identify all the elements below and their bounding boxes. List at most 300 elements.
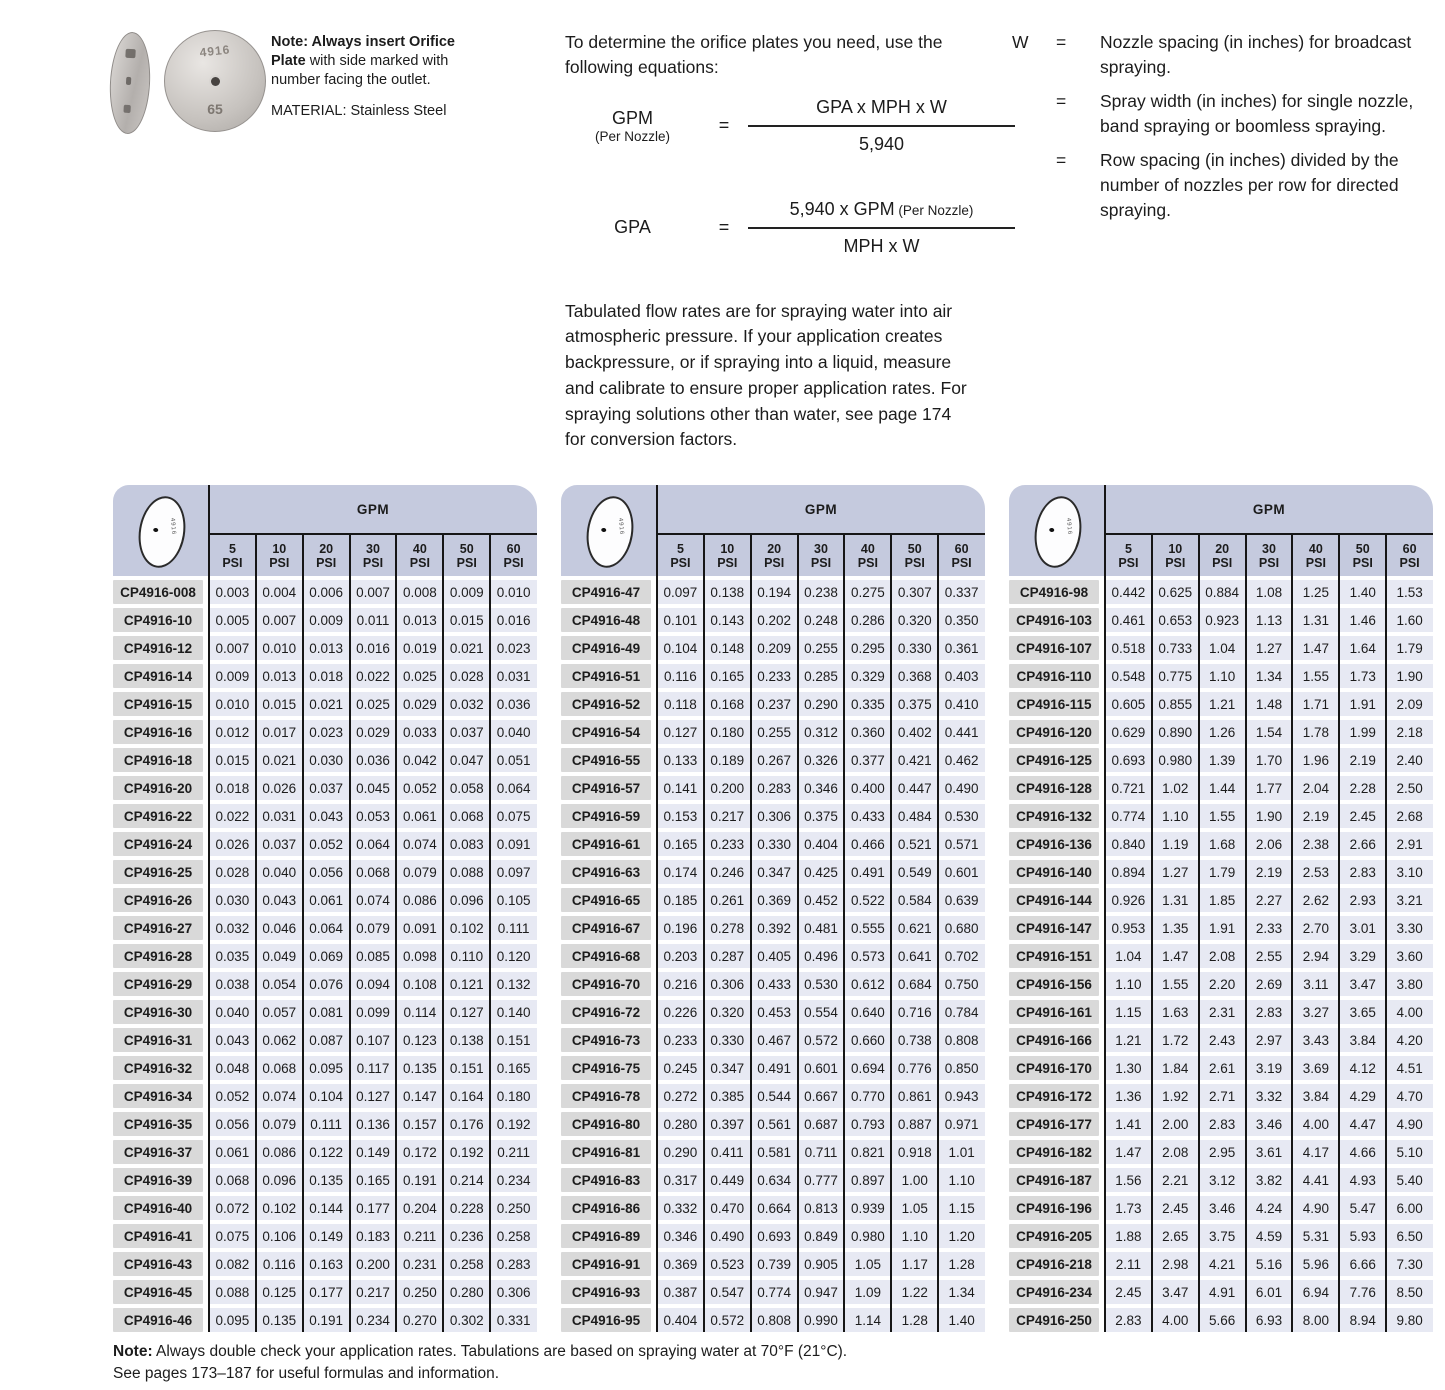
flow-value: 0.403: [938, 664, 985, 688]
flow-value: 1.96: [1292, 748, 1339, 772]
w-definition-item: [1012, 89, 1417, 139]
gpa-numerator: [748, 199, 1015, 229]
flow-value: 1.56: [1105, 1168, 1152, 1192]
flow-value: 0.088: [443, 860, 490, 884]
flow-value: 2.19: [1339, 748, 1386, 772]
flow-value: 1.53: [1386, 580, 1433, 604]
table-row: [561, 804, 985, 828]
flow-value: 0.547: [704, 1280, 751, 1304]
flow-value: 0.548: [1105, 664, 1152, 688]
psi-value: 40: [412, 541, 427, 556]
insert-note-rest: with side marked with number facing the outlet.: [271, 53, 449, 89]
table-row: [113, 1280, 537, 1304]
column-divider: [1385, 535, 1387, 1332]
flow-value: 0.375: [798, 804, 845, 828]
flow-value: 0.990: [798, 1308, 845, 1332]
table-row: [113, 1168, 537, 1192]
flow-value: 0.042: [396, 748, 443, 772]
table-row: [561, 776, 985, 800]
table-body: [561, 580, 985, 1332]
flow-value: 1.79: [1386, 636, 1433, 660]
flow-value: 1.27: [1246, 636, 1293, 660]
flow-value: 0.283: [490, 1252, 537, 1276]
table-row: [561, 1224, 985, 1248]
flow-value: 0.261: [704, 888, 751, 912]
flow-value: 0.400: [844, 776, 891, 800]
w-definition-text: Row spacing (in inches) divided by the number of nozzles per row for directed spraying.: [1100, 150, 1399, 221]
gpa-label: GPA: [614, 217, 651, 238]
psi-unit: PSI: [857, 555, 878, 570]
psi-unit: PSI: [222, 555, 243, 570]
flow-rate-table: [561, 485, 985, 1336]
model-label: CP4916-83: [561, 1168, 651, 1192]
flow-value: 1.64: [1339, 636, 1386, 660]
model-label: CP4916-73: [561, 1028, 651, 1052]
flow-value: 2.06: [1246, 832, 1293, 856]
flow-value: 1.26: [1199, 720, 1246, 744]
flow-value: 0.369: [657, 1252, 704, 1276]
flow-value: 0.086: [396, 888, 443, 912]
plate-ellipse-icon: [582, 493, 639, 571]
model-label: CP4916-22: [113, 804, 203, 828]
flow-value: 0.738: [891, 1028, 938, 1052]
table-row: [561, 1196, 985, 1220]
gpm-label: GPM: [611, 107, 653, 128]
flow-value: 0.521: [891, 832, 938, 856]
psi-unit: PSI: [1165, 555, 1186, 570]
flow-value: 3.69: [1292, 1056, 1339, 1080]
flow-value: 0.272: [657, 1084, 704, 1108]
flow-value: 0.491: [751, 1056, 798, 1080]
model-label: CP4916-46: [113, 1308, 203, 1332]
flow-value: 0.236: [443, 1224, 490, 1248]
flow-value: 0.064: [303, 916, 350, 940]
flow-value: 0.091: [490, 832, 537, 856]
flow-value: 0.330: [751, 832, 798, 856]
model-label: CP4916-20: [113, 776, 203, 800]
flow-value: 0.164: [443, 1084, 490, 1108]
table-header: [1009, 485, 1433, 576]
table-row: [561, 860, 985, 884]
flow-value: 0.496: [798, 944, 845, 968]
flow-value: 0.052: [303, 832, 350, 856]
model-label: CP4916-31: [113, 1028, 203, 1052]
model-label: CP4916-45: [113, 1280, 203, 1304]
orifice-plate-front-view: [164, 30, 266, 132]
flow-value: 0.601: [798, 1056, 845, 1080]
flow-value: 0.123: [396, 1028, 443, 1052]
table-row: [113, 972, 537, 996]
flow-value: 0.127: [350, 1084, 397, 1108]
model-label: CP4916-72: [561, 1000, 651, 1024]
flow-value: 1.47: [1292, 636, 1339, 660]
flow-value: 0.091: [396, 916, 443, 940]
flow-value: 2.95: [1199, 1140, 1246, 1164]
column-divider: [1151, 535, 1153, 1332]
flow-value: 0.048: [209, 1056, 256, 1080]
flow-value: 0.068: [443, 804, 490, 828]
table-row: [113, 720, 537, 744]
flow-value: 2.71: [1199, 1084, 1246, 1108]
table-row: [561, 972, 985, 996]
flow-value: 4.41: [1292, 1168, 1339, 1192]
flow-value: 0.107: [350, 1028, 397, 1052]
flow-value: 4.00: [1386, 1000, 1433, 1024]
model-label: CP4916-170: [1009, 1056, 1099, 1080]
flow-value: 2.69: [1246, 972, 1293, 996]
flow-value: 1.05: [891, 1196, 938, 1220]
table-row: [113, 608, 537, 632]
flow-value: 0.010: [256, 636, 303, 660]
flow-value: 0.461: [1105, 608, 1152, 632]
flow-value: 1.22: [891, 1280, 938, 1304]
flow-value: 1.88: [1105, 1224, 1152, 1248]
model-label: CP4916-172: [1009, 1084, 1099, 1108]
gpa-equation-fraction: [748, 199, 1015, 257]
flow-value: 5.10: [1386, 1140, 1433, 1164]
flow-value: 0.031: [256, 804, 303, 828]
flow-value: 0.074: [256, 1084, 303, 1108]
table-row: [561, 664, 985, 688]
flow-value: 0.028: [209, 860, 256, 884]
flow-value: 0.105: [490, 888, 537, 912]
flow-value: 0.774: [751, 1280, 798, 1304]
model-label: CP4916-18: [113, 748, 203, 772]
flow-value: 0.813: [798, 1196, 845, 1220]
flow-value: 0.693: [1105, 748, 1152, 772]
flow-value: 1.77: [1246, 776, 1293, 800]
flow-value: 0.404: [657, 1308, 704, 1332]
flow-value: 0.068: [256, 1056, 303, 1080]
table-header: [561, 485, 985, 576]
model-label: CP4916-51: [561, 664, 651, 688]
model-label: CP4916-34: [113, 1084, 203, 1108]
flow-value: 0.625: [1152, 580, 1199, 604]
orifice-plate-side-view: [107, 31, 152, 135]
table-row: [113, 1112, 537, 1136]
table-row: [1009, 1280, 1433, 1304]
flow-value: 0.228: [443, 1196, 490, 1220]
model-label: CP4916-177: [1009, 1112, 1099, 1136]
flow-value: 0.102: [256, 1196, 303, 1220]
model-label: CP4916-147: [1009, 916, 1099, 940]
table-row: [561, 580, 985, 604]
flow-value: 0.037: [256, 832, 303, 856]
flow-value: 0.172: [396, 1140, 443, 1164]
flow-value: 0.350: [938, 608, 985, 632]
flow-value: 0.522: [844, 888, 891, 912]
flow-value: 0.302: [443, 1308, 490, 1332]
model-label: CP4916-35: [113, 1112, 203, 1136]
flow-value: 0.923: [1199, 608, 1246, 632]
flow-value: 4.90: [1386, 1112, 1433, 1136]
psi-header-row: [1105, 535, 1433, 576]
column-divider: [703, 535, 705, 1332]
flow-value: 1.78: [1292, 720, 1339, 744]
gpa-numerator-main: 5,940 x GPM: [789, 198, 895, 219]
flow-value: 0.054: [256, 972, 303, 996]
psi-unit: PSI: [670, 555, 691, 570]
psi-value: 10: [1168, 541, 1183, 556]
orifice-plate-photo: [100, 22, 270, 144]
psi-column-header: [1386, 535, 1433, 576]
flow-value: 1.84: [1152, 1056, 1199, 1080]
psi-value: 50: [459, 541, 474, 556]
flow-value: 7.30: [1386, 1252, 1433, 1276]
flow-value: 0.332: [657, 1196, 704, 1220]
gpa-equation-lhs: [565, 217, 700, 238]
flow-value: 0.203: [657, 944, 704, 968]
flow-value: 0.083: [443, 832, 490, 856]
flow-value: 0.021: [256, 748, 303, 772]
flow-value: 0.043: [256, 888, 303, 912]
flow-value: 0.441: [938, 720, 985, 744]
flow-value: 0.047: [443, 748, 490, 772]
psi-unit: PSI: [362, 555, 384, 570]
flow-value: 1.10: [1199, 664, 1246, 688]
flow-value: 5.40: [1386, 1168, 1433, 1192]
flow-value: 1.10: [938, 1168, 985, 1192]
flow-value: 3.46: [1246, 1112, 1293, 1136]
orifice-plate-icon: [561, 485, 657, 576]
flow-value: 0.177: [303, 1280, 350, 1304]
flow-value: 9.80: [1386, 1308, 1433, 1332]
flow-value: 0.013: [396, 608, 443, 632]
flow-value: 4.91: [1199, 1280, 1246, 1304]
model-label: CP4916-29: [113, 972, 203, 996]
flow-value: 1.47: [1105, 1140, 1152, 1164]
equations-intro: To determine the orifice plates you need, use the following equations:: [565, 32, 943, 78]
material-note: MATERIAL: Stainless Steel: [271, 103, 447, 120]
table-row: [561, 1000, 985, 1024]
flow-value: 0.693: [751, 1224, 798, 1248]
flow-value: 0.702: [938, 944, 985, 968]
flow-value: 0.290: [657, 1140, 704, 1164]
flow-value: 0.064: [490, 776, 537, 800]
flow-value: 0.250: [490, 1196, 537, 1220]
flow-value: 2.45: [1339, 804, 1386, 828]
flow-value: 0.447: [891, 776, 938, 800]
table-body: [113, 580, 537, 1332]
table-row: [1009, 692, 1433, 716]
psi-unit: PSI: [316, 555, 337, 570]
flow-value: 0.009: [443, 580, 490, 604]
model-label: CP4916-132: [1009, 804, 1099, 828]
orifice-plate-icon: [113, 485, 209, 576]
table-row: [561, 608, 985, 632]
flow-value: 0.375: [891, 692, 938, 716]
table-row: [113, 1196, 537, 1220]
flow-value: 0.255: [751, 720, 798, 744]
flow-value: 3.30: [1386, 916, 1433, 940]
flow-value: 0.097: [657, 580, 704, 604]
column-divider: [1338, 535, 1340, 1332]
flow-value: 0.028: [443, 664, 490, 688]
flow-value: 4.90: [1292, 1196, 1339, 1220]
model-label: CP4916-54: [561, 720, 651, 744]
psi-header-row: [209, 535, 537, 576]
table-row: [1009, 1028, 1433, 1052]
flow-value: 0.085: [350, 944, 397, 968]
flow-value: 0.015: [256, 692, 303, 716]
flow-value: 0.947: [798, 1280, 845, 1304]
plate-ellipse-icon: [134, 493, 191, 571]
flow-value: 4.93: [1339, 1168, 1386, 1192]
flow-value: 0.387: [657, 1280, 704, 1304]
psi-unit: PSI: [1399, 555, 1420, 570]
flow-value: 0.320: [891, 608, 938, 632]
flow-value: 0.770: [844, 1084, 891, 1108]
table-row: [1009, 748, 1433, 772]
flow-value: 0.280: [443, 1280, 490, 1304]
flow-value: 0.121: [443, 972, 490, 996]
flow-value: 0.890: [1152, 720, 1199, 744]
flow-value: 0.287: [704, 944, 751, 968]
model-label: CP4916-27: [113, 916, 203, 940]
flow-value: 0.133: [657, 748, 704, 772]
model-label: CP4916-40: [113, 1196, 203, 1220]
flow-value: 0.144: [303, 1196, 350, 1220]
model-label: CP4916-103: [1009, 608, 1099, 632]
flow-value: 0.270: [396, 1308, 443, 1332]
flow-value: 0.573: [844, 944, 891, 968]
table-row: [113, 1084, 537, 1108]
flow-value: 2.08: [1152, 1140, 1199, 1164]
table-row: [1009, 860, 1433, 884]
flow-value: 0.016: [350, 636, 397, 660]
insert-note-text: [271, 33, 493, 90]
flow-value: 0.572: [704, 1308, 751, 1332]
psi-column-header: [657, 535, 704, 576]
column-divider: [442, 535, 444, 1332]
model-label: CP4916-008: [113, 580, 203, 604]
flow-value: 2.55: [1246, 944, 1293, 968]
flow-value: 0.116: [256, 1252, 303, 1276]
flow-value: 0.555: [844, 916, 891, 940]
column-divider: [1104, 485, 1106, 1332]
psi-unit: PSI: [1352, 555, 1373, 570]
flow-value: 0.009: [209, 664, 256, 688]
flow-value: 0.165: [490, 1056, 537, 1080]
flow-value: 0.026: [209, 832, 256, 856]
flow-value: 0.196: [657, 916, 704, 940]
psi-column-header: [891, 535, 938, 576]
flow-value: 0.023: [490, 636, 537, 660]
psi-unit: PSI: [1305, 555, 1326, 570]
orifice-hole-icon: [601, 528, 607, 533]
model-label: CP4916-15: [113, 692, 203, 716]
flow-value: 1.35: [1152, 916, 1199, 940]
flow-value: 1.25: [1292, 580, 1339, 604]
flow-value: 0.036: [490, 692, 537, 716]
plate-ellipse-icon: [1030, 493, 1087, 571]
flow-value: 0.022: [350, 664, 397, 688]
flow-value: 0.018: [209, 776, 256, 800]
flow-value: 4.00: [1292, 1112, 1339, 1136]
insert-note: [271, 33, 493, 122]
table-row: [561, 1140, 985, 1164]
flow-value: 0.081: [303, 1000, 350, 1024]
flow-value: 3.75: [1199, 1224, 1246, 1248]
flow-value: 1.54: [1246, 720, 1293, 744]
flow-value: 0.204: [396, 1196, 443, 1220]
flow-value: 0.849: [798, 1224, 845, 1248]
psi-column-header: [350, 535, 397, 576]
table-row: [561, 1056, 985, 1080]
model-label: CP4916-205: [1009, 1224, 1099, 1248]
flow-value: 3.19: [1246, 1056, 1293, 1080]
flow-value: 0.884: [1199, 580, 1246, 604]
psi-column-header: [704, 535, 751, 576]
flow-value: 0.377: [844, 748, 891, 772]
plate-marking: [123, 105, 130, 113]
plate-marking: [126, 77, 131, 85]
flow-value: 0.214: [443, 1168, 490, 1192]
psi-unit: PSI: [717, 555, 738, 570]
flow-value: 0.330: [891, 636, 938, 660]
table-row: [113, 916, 537, 940]
flow-value: 0.481: [798, 916, 845, 940]
flow-value: 1.13: [1246, 608, 1293, 632]
flow-value: 0.286: [844, 608, 891, 632]
flow-rate-table: [1009, 485, 1433, 1336]
flow-value: 1.09: [844, 1280, 891, 1304]
flow-value: 0.491: [844, 860, 891, 884]
flow-value: 0.168: [704, 692, 751, 716]
psi-column-header: [1152, 535, 1199, 576]
model-label: CP4916-81: [561, 1140, 651, 1164]
table-row: [113, 692, 537, 716]
flow-value: 0.200: [704, 776, 751, 800]
gpm-denominator: 5,940: [858, 133, 905, 154]
flow-value: 0.640: [844, 1000, 891, 1024]
w-definition-item: [1012, 30, 1417, 80]
flow-value: 8.50: [1386, 1280, 1433, 1304]
model-label: CP4916-218: [1009, 1252, 1099, 1276]
flow-value: 0.148: [704, 636, 751, 660]
flow-value: 0.056: [209, 1112, 256, 1136]
flow-value: 2.43: [1199, 1028, 1246, 1052]
flow-value: 0.127: [657, 720, 704, 744]
model-label: CP4916-26: [113, 888, 203, 912]
w-definitions: [1012, 30, 1417, 232]
flow-rates-note: Tabulated flow rates are for spraying water into air atmospheric pressure. If your application creates backpressure, or if spraying into a liquid, measure and calibrate to ensure proper application rates. For spraying solutions other than water, see page 174 for conversion factors.: [565, 300, 967, 450]
flow-value: 6.50: [1386, 1224, 1433, 1248]
flow-value: 0.111: [490, 916, 537, 940]
flow-value: 0.102: [443, 916, 490, 940]
flow-value: 0.097: [490, 860, 537, 884]
flow-value: 0.096: [443, 888, 490, 912]
flow-value: 0.106: [256, 1224, 303, 1248]
flow-value: 2.28: [1339, 776, 1386, 800]
psi-column-header: [798, 535, 845, 576]
flow-value: 0.026: [256, 776, 303, 800]
model-label: CP4916-161: [1009, 1000, 1099, 1024]
flow-value: 0.075: [209, 1224, 256, 1248]
flow-value: 1.92: [1152, 1084, 1199, 1108]
flow-value: 1.36: [1105, 1084, 1152, 1108]
flow-value: 1.79: [1199, 860, 1246, 884]
flow-value: 0.007: [209, 636, 256, 660]
flow-value: 2.94: [1292, 944, 1339, 968]
flow-value: 0.484: [891, 804, 938, 828]
w-definition-text: Spray width (in inches) for single nozzle, band spraying or boomless spraying.: [1100, 91, 1414, 137]
flow-value: 0.411: [704, 1140, 751, 1164]
flow-value: 0.114: [396, 1000, 443, 1024]
flow-value: 0.029: [350, 720, 397, 744]
flow-value: 0.200: [350, 1252, 397, 1276]
table-row: [561, 1028, 985, 1052]
